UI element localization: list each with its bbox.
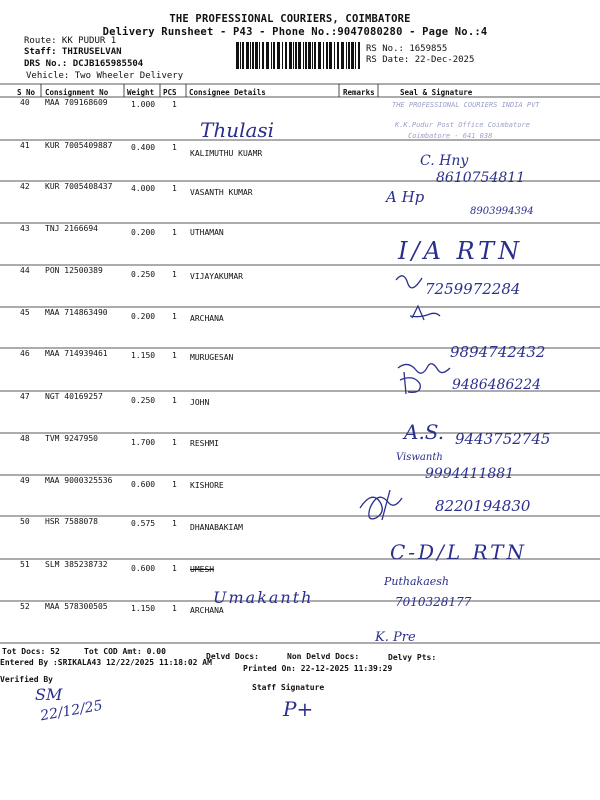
cell-consignee: JOHN: [190, 398, 210, 407]
cell-consignment: MAA 714863490: [45, 308, 108, 317]
cell-weight: 0.600: [131, 564, 156, 573]
cell-pcs: 1: [172, 519, 177, 528]
cell-sno: 48: [20, 434, 30, 443]
seal-stamp-line2: K.K.Pudur Post Office Coimbatore: [395, 121, 530, 129]
col-header-seal-signature: Seal & Signature: [400, 88, 473, 97]
footer-printed-on: Printed On: 22-12-2025 11:39:29: [243, 664, 393, 673]
cell-consignee: DHANABAKIAM: [190, 523, 243, 532]
cell-sno: 42: [20, 182, 30, 191]
cell-weight: 0.200: [131, 228, 156, 237]
cell-weight: 1.150: [131, 604, 156, 613]
handwritten-rtn-43: I/A RTN: [398, 237, 524, 265]
handwritten-thulasi: Thulasi: [200, 118, 275, 142]
cell-consignee: ARCHANA: [190, 314, 224, 323]
drs-label: DRS No.: DCJB165985504: [24, 59, 144, 69]
handwritten-sig-48: A.S.: [404, 420, 445, 444]
rs-date-label: RS Date: 22-Dec-2025: [366, 55, 475, 65]
cell-consignment: MAA 578300505: [45, 602, 108, 611]
cell-consignee: UMESH: [190, 565, 215, 574]
cell-weight: 1.000: [131, 100, 156, 109]
handwritten-phone-44: 7259972284: [425, 280, 521, 298]
col-header-pcs: PCS: [163, 88, 177, 97]
rs-no-label: RS No.: 1659855: [366, 44, 448, 54]
cell-consignment: TVM 9247950: [45, 434, 98, 443]
cell-consignment: TNJ 2166694: [45, 224, 98, 233]
footer-delvy-pts: Delvy Pts:: [388, 653, 437, 662]
cell-sno: 44: [20, 266, 30, 275]
cell-pcs: 1: [172, 480, 177, 489]
cell-pcs: 1: [172, 312, 177, 321]
cell-consignment: KUR 7005408437: [45, 182, 113, 191]
cell-consignee: UTHAMAN: [190, 228, 224, 237]
handwritten-rtn-51: C-D/L RTN: [390, 540, 528, 564]
staff-label: Staff: THIRUSELVAN: [24, 47, 122, 57]
col-header-sno: S No: [17, 88, 36, 97]
footer-tot-cod: Tot COD Amt: 0.00: [84, 647, 166, 656]
col-header-remarks: Remarks: [343, 88, 375, 97]
cell-pcs: 1: [172, 100, 177, 109]
col-header-weight: Weight: [127, 88, 155, 97]
cell-pcs: 1: [172, 270, 177, 279]
handwritten-verified-initials: SM: [35, 685, 63, 704]
cell-sno: 50: [20, 517, 30, 526]
handwritten-phone-42: 8903994394: [470, 206, 534, 217]
cell-consignee: MURUGESAN: [190, 353, 234, 362]
col-header-consignee: Consignee Details: [189, 88, 266, 97]
handwritten-phone-48: 9443752745: [455, 430, 551, 448]
cell-consignment: SLM 385238732: [45, 560, 108, 569]
handwritten-sig-42: A Hp: [386, 188, 425, 206]
cell-weight: 0.200: [131, 312, 156, 321]
cell-consignee: KISHORE: [190, 481, 224, 490]
cell-weight: 0.600: [131, 480, 156, 489]
cell-pcs: 1: [172, 564, 177, 573]
cell-consignment: MAA 714939461: [45, 349, 108, 358]
runsheet-subtitle: Delivery Runsheet - P43 - Phone No.:9047080280 - Page No.:4: [102, 26, 488, 38]
cell-consignment: NGT 40169257: [45, 392, 103, 401]
cell-pcs: 1: [172, 351, 177, 360]
cell-sno: 40: [20, 98, 30, 107]
cell-consignment: MAA 709168609: [45, 98, 108, 107]
cell-weight: 1.700: [131, 438, 156, 447]
cell-consignment: KUR 7005409887: [45, 141, 113, 150]
cell-weight: 0.250: [131, 396, 156, 405]
footer-entered-by: Entered By :SRIKALA43 12/22/2025 11:18:02 AM: [0, 658, 212, 667]
cell-weight: 1.150: [131, 351, 156, 360]
cell-pcs: 1: [172, 184, 177, 193]
handwritten-phone-52: 7010328177: [395, 595, 472, 609]
seal-stamp-line3: Coimbatore - 641 038: [408, 132, 493, 140]
cell-sno: 45: [20, 308, 30, 317]
handwritten-phone-50: 8220194830: [435, 497, 531, 515]
cell-pcs: 1: [172, 604, 177, 613]
cell-sno: 51: [20, 560, 30, 569]
route-label: Route: KK PUDUR 1: [24, 36, 117, 46]
footer-staff-signature: Staff Signature: [252, 683, 325, 692]
cell-sno: 43: [20, 224, 30, 233]
cell-weight: 0.250: [131, 270, 156, 279]
cell-sno: 49: [20, 476, 30, 485]
cell-consignee: VASANTH KUMAR: [190, 188, 253, 197]
cell-consignee: KALIMUTHU KUAMR: [190, 149, 263, 158]
handwritten-sig-41: C. Hny: [420, 153, 469, 169]
handwritten-sig-bottom: K. Pre: [375, 630, 416, 645]
cell-consignment: HSR 7588078: [45, 517, 98, 526]
handwritten-phone-41: 8610754811: [436, 170, 526, 186]
handwritten-umakanth: Umakanth: [213, 588, 314, 607]
cell-pcs: 1: [172, 438, 177, 447]
handwritten-verified-date: 22/12/25: [39, 697, 104, 725]
handwritten-name-49: Viswanth: [396, 452, 443, 463]
footer-delvd-docs: Delvd Docs:: [206, 652, 259, 661]
handwritten-staff-signature: P+: [283, 697, 314, 721]
cell-sno: 52: [20, 602, 30, 611]
handwritten-phone-46: 9894742432: [450, 343, 546, 361]
cell-sno: 47: [20, 392, 30, 401]
handwritten-name-52: Puthakaesh: [384, 575, 450, 588]
footer-verified-by: Verified By: [0, 675, 53, 684]
cell-consignee: ARCHANA: [190, 606, 224, 615]
cell-weight: 4.000: [131, 184, 156, 193]
cell-consignee: RESHMI: [190, 439, 219, 448]
cell-pcs: 1: [172, 143, 177, 152]
footer-non-delvd-docs: Non Delvd Docs:: [287, 652, 360, 661]
seal-stamp-line1: THE PROFESSIONAL COURIERS INDIA PVT: [392, 101, 540, 109]
col-header-consignment: Consignment No: [45, 88, 109, 97]
cell-weight: 0.400: [131, 143, 156, 152]
cell-weight: 0.575: [131, 519, 156, 528]
handwritten-phone-47: 9486486224: [452, 377, 542, 393]
cell-pcs: 1: [172, 396, 177, 405]
handwritten-phone-49: 9994411881: [425, 466, 515, 482]
company-title: THE PROFESSIONAL COURIERS, COIMBATORE: [169, 13, 411, 25]
cell-consignment: PON 12500389: [45, 266, 103, 275]
cell-sno: 41: [20, 141, 30, 150]
cell-consignment: MAA 9000325536: [45, 476, 113, 485]
cell-consignee: VIJAYAKUMAR: [190, 272, 243, 281]
vehicle-label: Vehicle: Two Wheeler Delivery: [26, 71, 184, 81]
footer-tot-docs: Tot Docs: 52: [2, 647, 60, 656]
cell-sno: 46: [20, 349, 30, 358]
cell-pcs: 1: [172, 228, 177, 237]
